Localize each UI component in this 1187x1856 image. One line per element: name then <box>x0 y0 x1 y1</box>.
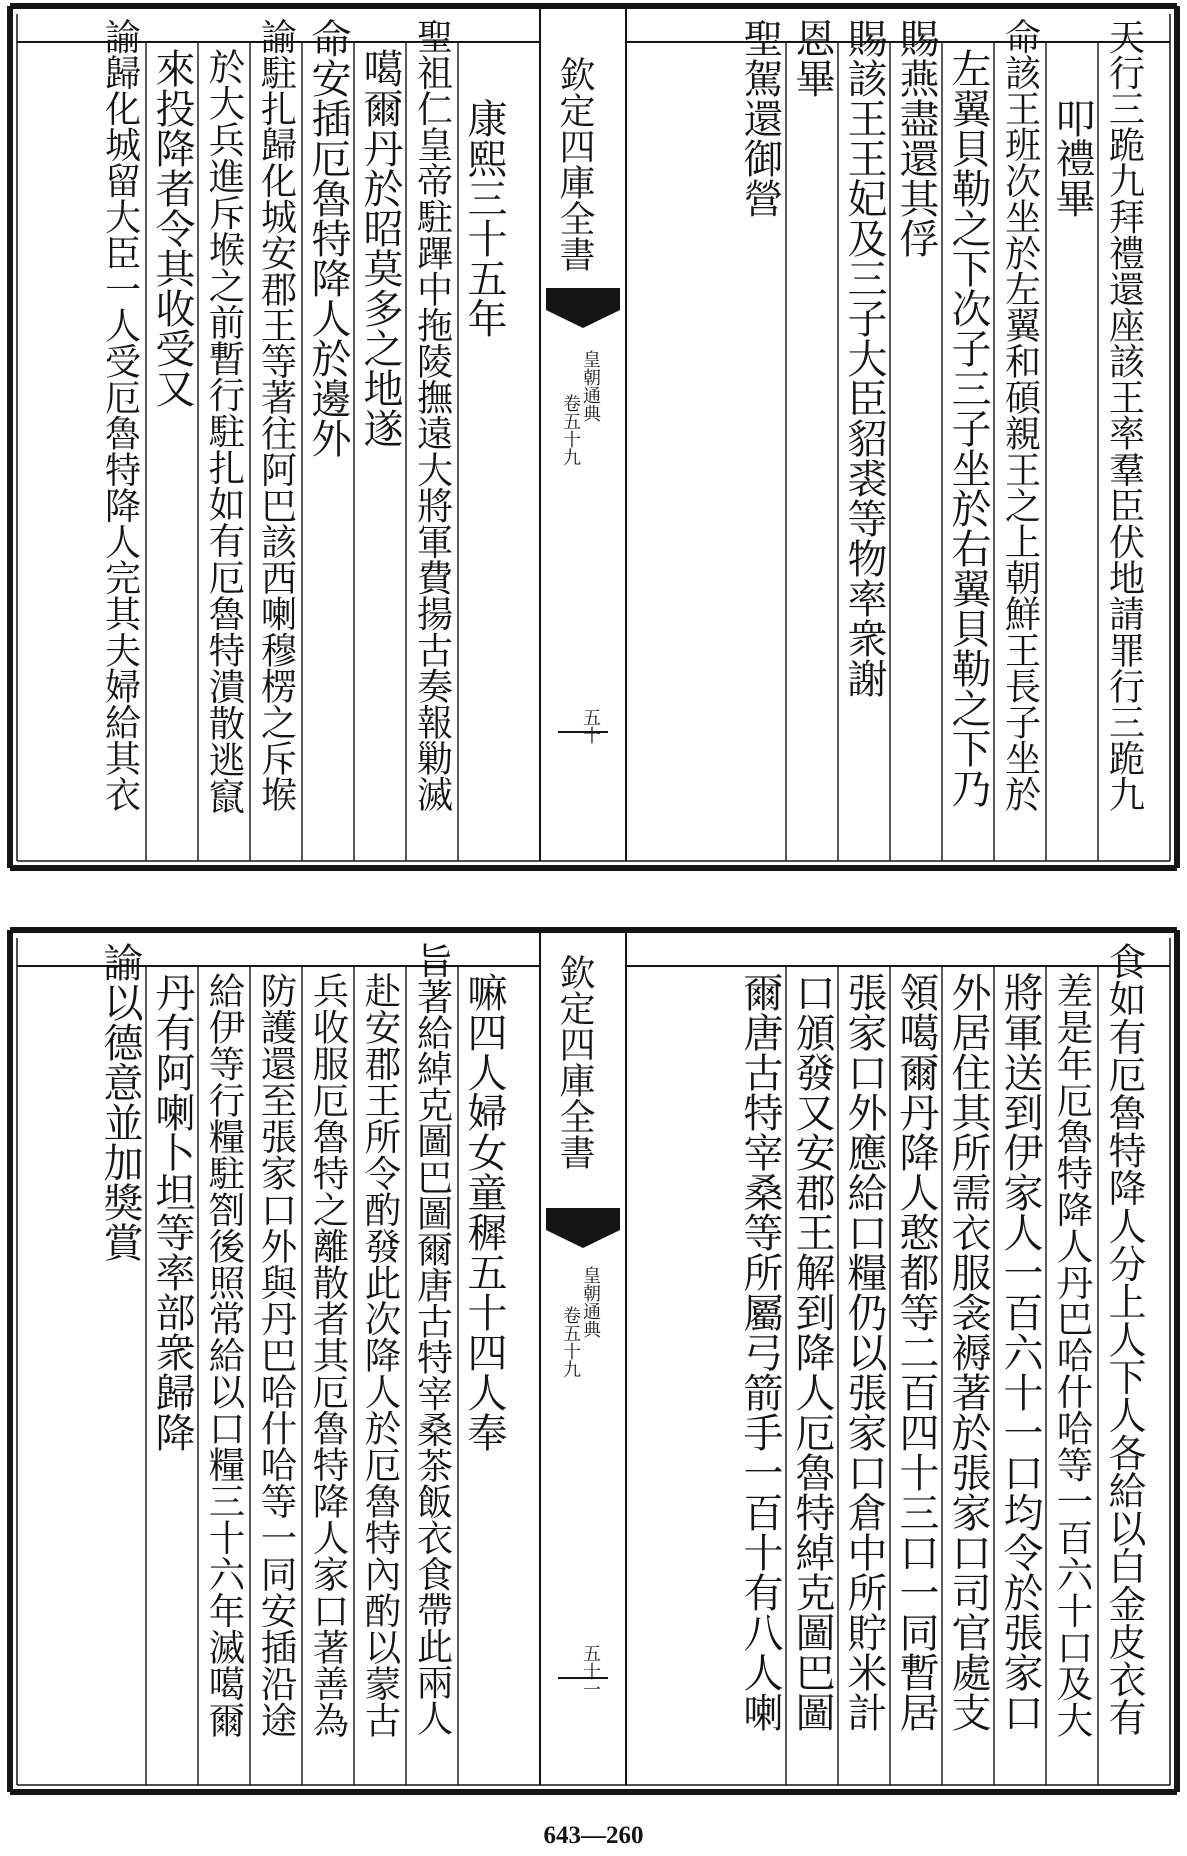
upper-text-column: 天行三跪九拜禮還座該王率羣臣伏地請罪行三跪九 <box>1103 18 1145 812</box>
upper-text-column: 康熙三十五年 <box>461 98 507 338</box>
lower-text-column: 防護還至張家口外與丹巴哈什哈等一同安插沿途 <box>255 972 298 1738</box>
upper-text-column: 聖祖仁皇帝駐蹕中拖陵撫遠大將軍費揚古奏報勦滅 <box>411 18 453 812</box>
upper-fishtail-icon <box>546 288 620 328</box>
upper-text-column: 聖駕還御營 <box>737 18 783 218</box>
upper-center-folio: 五十 <box>580 708 601 744</box>
lower-text-column: 差是年厄魯特降人丹巴哈什哈等一百六十口及大 <box>1051 972 1094 1738</box>
lower-text-column: 將軍送到伊家人一百六十一口均令於張家口 <box>997 972 1043 1732</box>
lower-text-column: 張家口外應給口糧仍以張家口倉中所貯米計 <box>841 972 887 1732</box>
lower-text-column: 給伊等行糧駐劄後照常給以口糧三十六年滅噶爾 <box>203 972 246 1738</box>
lower-text-column: 爾唐古特宰桑等所屬弓箭手一百十有八人喇 <box>737 972 783 1732</box>
upper-center-book: 皇朝通典 <box>580 350 601 422</box>
upper-text-column: 命該王班次坐於左翼和碩親王之上朝鮮王長子坐於 <box>999 18 1041 812</box>
lower-text-column: 領噶爾丹降人憨都等二百四十三口一同暫居 <box>893 972 939 1732</box>
lower-page <box>6 926 1181 1800</box>
upper-text-column: 於大兵進斥堠之前暫行駐扎如有厄魯特潰散逃竄 <box>203 48 246 814</box>
upper-text-column: 左翼貝勒之下次子三子坐於右翼貝勒之下乃 <box>945 48 991 808</box>
upper-text-column: 恩畢 <box>789 18 835 98</box>
upper-page <box>6 2 1181 876</box>
upper-fishtail-marks <box>546 288 620 328</box>
lower-text-column: 兵收服厄魯特之離散者其厄魯特降人家口著善為 <box>307 972 350 1738</box>
lower-center-title: 欽定四庫全書 <box>554 954 595 1170</box>
upper-center-volume: 卷五十九 <box>560 394 581 466</box>
lower-fishtail-marks <box>546 1208 620 1248</box>
page-number: 643—260 <box>543 1822 644 1849</box>
upper-text-column: 諭駐扎歸化城安郡王等著往阿巴該西喇穆楞之斥堠 <box>255 18 297 812</box>
upper-text-column: 賜燕盡還其俘 <box>893 18 939 258</box>
lower-text-column: 外居住其所需衣服衾褥著於張家口司官處支 <box>945 972 991 1732</box>
upper-text-column: 噶爾丹於昭莫多之地遂 <box>357 48 403 448</box>
lower-text-column: 丹有阿喇卜坦等率部衆歸降 <box>149 972 195 1452</box>
upper-text-column: 諭歸化城留大臣一人受厄魯特降人完其夫婦給其衣 <box>99 18 141 812</box>
lower-text-column: 嘛四人婦女童穉五十四人奉 <box>461 972 507 1452</box>
upper-text-column: 命安插厄魯特降人於邊外 <box>305 18 351 458</box>
lower-center-book: 皇朝通典 <box>580 1266 601 1338</box>
upper-text-column: 叩禮畢 <box>1049 98 1095 218</box>
lower-text-column: 口頒發又安郡王解到降人厄魯特綽克圖巴圖 <box>789 972 835 1732</box>
upper-center-title: 欽定四庫全書 <box>554 56 595 272</box>
lower-text-column: 諭以德意並加獎賞 <box>97 942 143 1262</box>
upper-text-column: 賜該王王妃及三子大臣貂裘等物率衆謝 <box>841 18 887 698</box>
lower-fishtail-icon <box>546 1208 620 1248</box>
lower-center-folio: 五十一 <box>580 1644 601 1698</box>
lower-text-column: 食如有厄魯特降人分上人下人各給以白金皮衣有 <box>1102 942 1146 1737</box>
upper-text-column: 來投降者令其收受又 <box>149 48 195 408</box>
lower-text-column: 旨著給綽克圖巴圖爾唐古特宰桑茶飯衣食帶此兩人 <box>411 942 453 1736</box>
lower-center-volume: 卷五十九 <box>560 1306 581 1378</box>
lower-text-column: 赴安郡王所令酌發此次降人於厄魯特內酌以蒙古 <box>359 972 402 1738</box>
